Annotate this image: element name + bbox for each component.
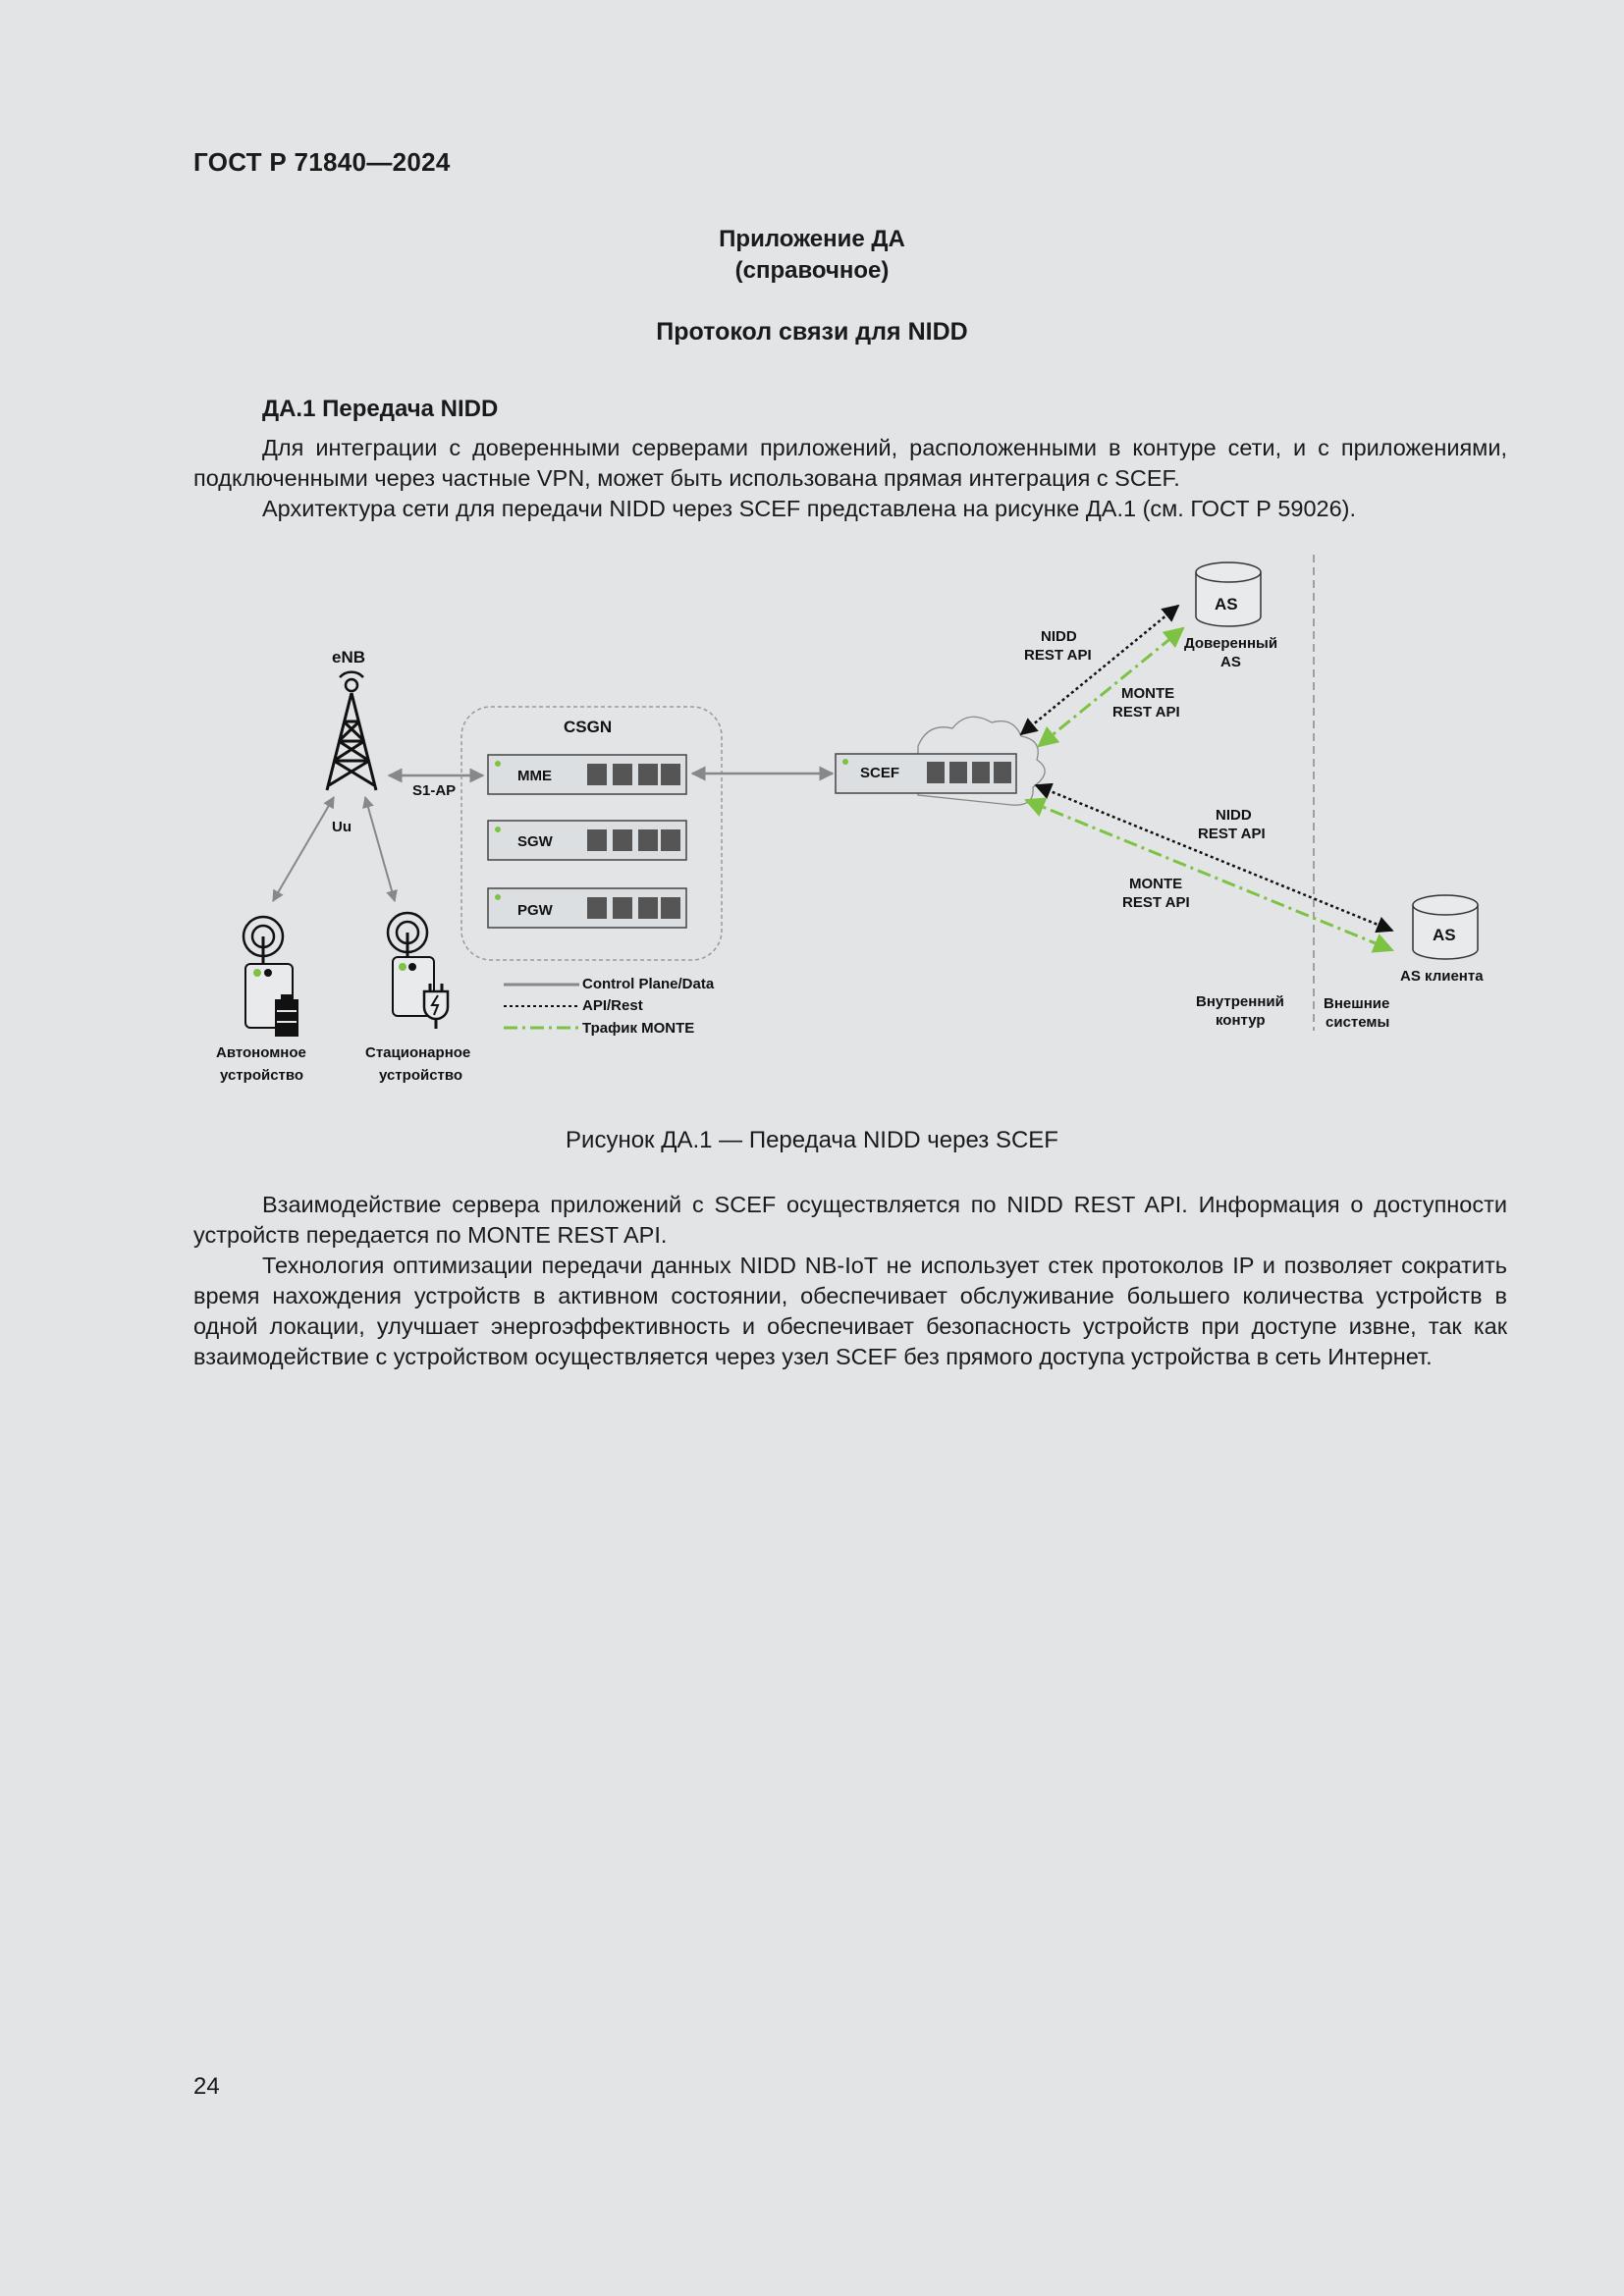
annex-title-line: Приложение ДА [719, 226, 905, 252]
paragraph: Для интеграции с доверенными серверами приложений, расположенными в контуре сети, и с приложениями, подключенными через частные VPN, может быть использована прямая интеграция с SCEF. [193, 435, 1507, 491]
monte-top-label-2: REST API [1112, 704, 1180, 721]
client-label: AS клиента [1400, 968, 1484, 985]
mme-label: MME [517, 768, 552, 784]
legend-monte-label: Трафик MONTE [582, 1020, 695, 1037]
legend-api-label: API/Rest [582, 997, 643, 1014]
figure-caption: Рисунок ДА.1 — Передача NIDD через SCEF [566, 1127, 1058, 1153]
nidd-top-label-2: REST API [1024, 647, 1092, 664]
monte-bottom-label-1: MONTE [1129, 876, 1183, 892]
nidd-bottom-label-1: NIDD [1216, 807, 1252, 824]
device-fixed-label-2: устройство [379, 1067, 463, 1084]
paragraph: Технология оптимизации передачи данных NIDD NB-IoT не использует стек протоколов IP и позволяет сократить время нахождения устройств в активном состоянии, обеспечивает обслуживание большего количества устройств в одной локации, улучшает энергоэффективность и обеспечивает безопасность устройств при доступе извне, так как взаимодействие с устройством осуществляется через узел SCEF без прямого доступа устройства в сеть Интернет. [193, 1253, 1507, 1369]
trusted-label-1: Доверенный [1184, 635, 1278, 652]
nidd-architecture-diagram [0, 0, 1624, 1109]
monte-top-label-1: MONTE [1121, 685, 1175, 702]
body-text [193, 1190, 1507, 1372]
scef-label: SCEF [860, 765, 900, 781]
uu-label: Uu [332, 819, 352, 835]
annex-subtitle: (справочное) [734, 257, 890, 284]
nidd-top-label-1: NIDD [1041, 628, 1077, 645]
paragraph: Архитектура сети для передачи NIDD через SCEF представлена на рисунке ДА.1 (см. ГОСТ Р 59026). [262, 496, 1357, 521]
protocol-title: Протокол связи для NIDD [656, 318, 968, 346]
nidd-link-client [1036, 785, 1392, 931]
legend-control-label: Control Plane/Data [582, 976, 715, 992]
stationary-device-icon [388, 913, 448, 1029]
autonomous-device-icon [244, 917, 298, 1037]
trusted-as-label: AS [1215, 595, 1238, 614]
csgn-label: CSGN [564, 718, 613, 736]
legend [504, 976, 715, 1037]
external-label-1: Внешние [1324, 995, 1390, 1012]
internal-label-2: контур [1216, 1012, 1266, 1029]
external-label-2: системы [1326, 1014, 1390, 1031]
page-number: 24 [193, 2073, 220, 2100]
monte-bottom-label-2: REST API [1122, 894, 1190, 911]
client-as-label: AS [1433, 926, 1456, 944]
s1ap-label: S1-AP [412, 782, 457, 799]
trusted-label-2: AS [1220, 654, 1241, 670]
enb-label: eNB [332, 648, 366, 667]
paragraph: Взаимодействие сервера приложений с SCEF осуществляется по NIDD REST API. Информация о доступности устройств передается по MONTE REST API. [193, 1192, 1507, 1248]
enb-tower-icon [327, 672, 376, 790]
device-auto-label-2: устройство [220, 1067, 304, 1084]
pgw-label: PGW [517, 902, 553, 919]
document-header: ГОСТ Р 71840—2024 [193, 147, 451, 177]
monte-link-client [1026, 800, 1392, 950]
internal-label-1: Внутренний [1196, 993, 1284, 1010]
sgw-label: SGW [517, 833, 553, 850]
device-fixed-label-1: Стационарное [365, 1044, 471, 1061]
uu-link-auto [273, 797, 334, 901]
section-title: ДА.1 Передача NIDD [262, 396, 499, 422]
uu-link-fixed [365, 797, 395, 901]
nidd-bottom-label-2: REST API [1198, 826, 1266, 842]
device-auto-label-1: Автономное [216, 1044, 306, 1061]
